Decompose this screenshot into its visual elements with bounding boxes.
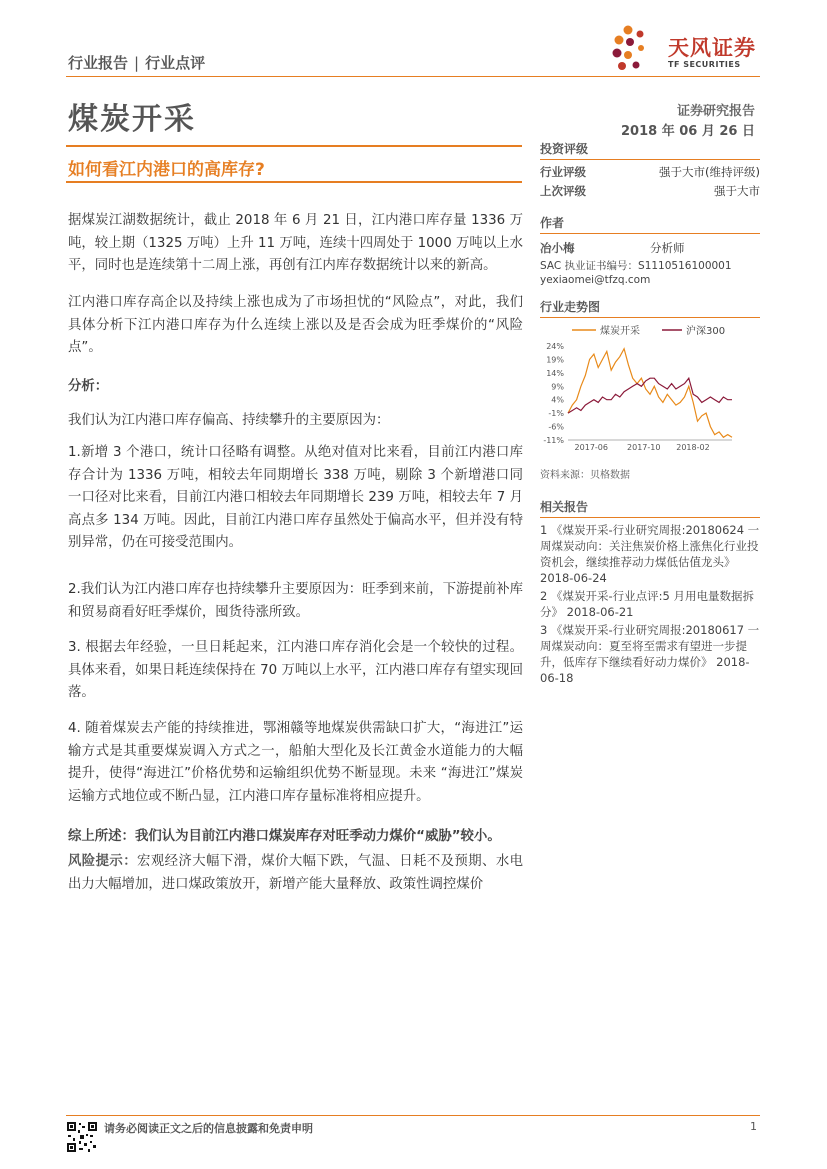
prev-rating-row xyxy=(540,182,760,201)
related-report[interactable] xyxy=(540,588,760,620)
footer-rule xyxy=(66,1115,760,1116)
logo-dot xyxy=(624,51,632,59)
prev-rating-value: 强于大市 xyxy=(714,184,760,198)
author-license: SAC 执业证书编号：S1110516100001 xyxy=(540,260,732,272)
series-line-index xyxy=(568,378,732,413)
report-date: 2018 年 06 月 26 日 xyxy=(621,124,755,139)
rating-row xyxy=(540,163,760,182)
summary: 综上所述：我们认为目前江内港口煤炭库存对旺季动力煤价“威胁”较小。 xyxy=(68,829,501,844)
rating-label: 行业评级 xyxy=(540,165,586,179)
analysis-heading: 分析： xyxy=(68,379,109,394)
report-category: 行业报告 xyxy=(68,54,129,72)
category-separator: | xyxy=(134,54,140,72)
logo-dot xyxy=(624,26,633,35)
trend-chart xyxy=(540,318,760,458)
y-tick-label: 9% xyxy=(551,382,564,392)
industry-title: 煤炭开采 xyxy=(68,102,196,137)
footer-disclaimer: 请务必阅读正文之后的信息披露和免责申明 xyxy=(104,1122,313,1135)
reasons-lead: 我们认为江内港口库存偏高、持续攀升的主要原因为： xyxy=(68,413,390,428)
legend-coal-label: 煤炭开采 xyxy=(600,326,640,337)
point-1: 1.新增 3 个港口，统计口径略有调整。从绝对值对比来看，目前江内港口库存合计为 1336 万吨，相较去年同期增长 338 万吨，剔除 3 个新增港口同一口径对比来看，目前江内港口相较去年同期增长 239 万吨，相较去年 7 月高点多 134 万吨。因此，目前江内港口库存虽然处于偏高水平，但并没有特别异常，仍在可接受范围内。 xyxy=(68,445,523,550)
point-2: 2.我们认为江内港口库存也持续攀升主要原因为：旺季到来前，下游提前补库和贸易商看好旺季煤价，囤货待涨所致。 xyxy=(68,582,523,620)
x-tick-label: 2017-06 xyxy=(574,443,608,452)
plot-area xyxy=(568,349,732,438)
report-type xyxy=(68,52,205,73)
related-heading: 相关报告 xyxy=(540,498,760,518)
logo-dot xyxy=(615,36,624,45)
logo-dot xyxy=(618,62,626,70)
y-tick-label: -6% xyxy=(548,422,564,432)
author-row xyxy=(540,240,760,256)
title-rule-top xyxy=(66,145,522,147)
related-report-title: 3 《煤炭开采-行业研究周报:20180617 一周煤炭动向：夏至将至需求有望进一步提升，低库存下继续看好动力煤价》 xyxy=(540,623,760,669)
intro-paragraph: 据煤炭江湖数据统计，截止 2018 年 6 月 21 日，江内港口库存量 1336 万吨，较上期（1325 万吨）上升 11 万吨，连续十四周处于 1000 万吨以上水平，同时也是连续第十二周上涨，再创有江内库存数据统计以来的新高。 xyxy=(68,213,523,273)
prev-rating-label: 上次评级 xyxy=(540,184,586,198)
logo-english: TF SECURITIES xyxy=(668,60,741,69)
risk-heading: 风险提示： xyxy=(68,854,138,869)
header-rule xyxy=(66,76,760,77)
rating-value: 强于大市(维持评级) xyxy=(659,165,760,179)
chart-legend xyxy=(572,324,725,337)
body-paragraph-1 xyxy=(68,210,523,278)
logo-dot xyxy=(626,38,634,46)
author-heading: 作者 xyxy=(540,214,760,234)
y-tick-label: 24% xyxy=(546,342,564,351)
logo-dot xyxy=(633,62,640,69)
title-rule-bottom xyxy=(66,181,522,183)
qr-code-icon xyxy=(66,1121,98,1153)
y-tick-label: 14% xyxy=(546,368,564,378)
risk-text: 宏观经济大幅下滑，煤价大幅下跌，气温、日耗不及预期、水电出力大幅增加，进口煤政策放开，新增产能大量释放、政策性调控煤价 xyxy=(68,854,524,892)
point-3: 3. 根据去年经验，一旦日耗起来，江内港口库存消化会是一个较快的过程。具体来看，如果日耗连续保持在 70 万吨以上水平，江内港口库存有望实现回落。 xyxy=(68,640,523,700)
legend-index-label: 沪深300 xyxy=(686,326,726,337)
related-report-date: 2018-06-18 xyxy=(540,655,750,685)
logo-dot xyxy=(613,49,622,58)
trend-section xyxy=(540,298,760,318)
x-tick-label: 2017-10 xyxy=(627,443,661,452)
related-report-date: 2018-06-24 xyxy=(540,571,607,585)
author-role: 分析师 xyxy=(650,241,685,255)
logo-name: 天风证券 xyxy=(668,36,756,60)
x-tick-label: 2018-02 xyxy=(676,443,710,452)
related-report-title: 1 《煤炭开采-行业研究周报:20180624 一周煤炭动向：关注焦炭价格上涨焦化行业投资机会，继续推荐动力煤低估值龙头》 xyxy=(540,523,760,569)
related-report-title: 2 《煤炭开采-行业点评:5 月用电量数据拆分》 xyxy=(540,589,754,619)
y-tick-label: -11% xyxy=(543,436,564,445)
related-report[interactable] xyxy=(540,522,760,586)
y-tick-label: 4% xyxy=(551,395,564,405)
related-report-date: 2018-06-21 xyxy=(566,605,634,619)
risk-paragraph xyxy=(68,851,523,896)
related-report[interactable] xyxy=(540,622,760,686)
y-tick-label: 19% xyxy=(546,355,564,365)
x-axis xyxy=(568,440,732,452)
body-paragraph-2 xyxy=(68,292,523,360)
y-axis xyxy=(543,342,564,445)
point-4: 4. 随着煤炭去产能的持续推进，鄂湘赣等地煤炭供需缺口扩大，“海进江”运输方式是其重要煤炭调入方式之一，船舶大型化及长江黄金水道能力的大幅提升，使得“海进江”价格优势和运输组织优势不断显现。未来 “海进江”煤炭运输方式地位或不断凸显，江内港口库存量标准将相应提升。 xyxy=(68,721,523,804)
trend-heading: 行业走势图 xyxy=(540,298,760,318)
report-label: 证券研究报告 xyxy=(676,104,755,119)
page-number: 1 xyxy=(750,1120,757,1133)
intro-paragraph-2: 江内港口库存高企以及持续上涨也成为了市场担忧的“风险点”，对此，我们具体分析下江内港口库存为什么连续上涨以及是否会成为旺季煤价的“风险点”。 xyxy=(68,295,523,355)
company-logo-icon xyxy=(608,20,668,76)
author-name: 冶小梅 xyxy=(540,241,575,255)
logo-dot xyxy=(638,45,644,51)
author-section xyxy=(540,214,760,286)
series-line-coal xyxy=(568,349,732,438)
report-title: 如何看江内港口的高库存? xyxy=(68,160,265,180)
y-tick-label: -1% xyxy=(548,409,564,419)
chart-source: 资料来源：贝格数据 xyxy=(540,470,630,481)
logo-dot xyxy=(637,31,644,38)
report-subcategory: 行业点评 xyxy=(145,54,206,72)
rating-section xyxy=(540,140,760,201)
related-section xyxy=(540,498,760,686)
author-email[interactable]: yexiaomei@tfzq.com xyxy=(540,274,651,286)
rating-heading: 投资评级 xyxy=(540,140,760,160)
